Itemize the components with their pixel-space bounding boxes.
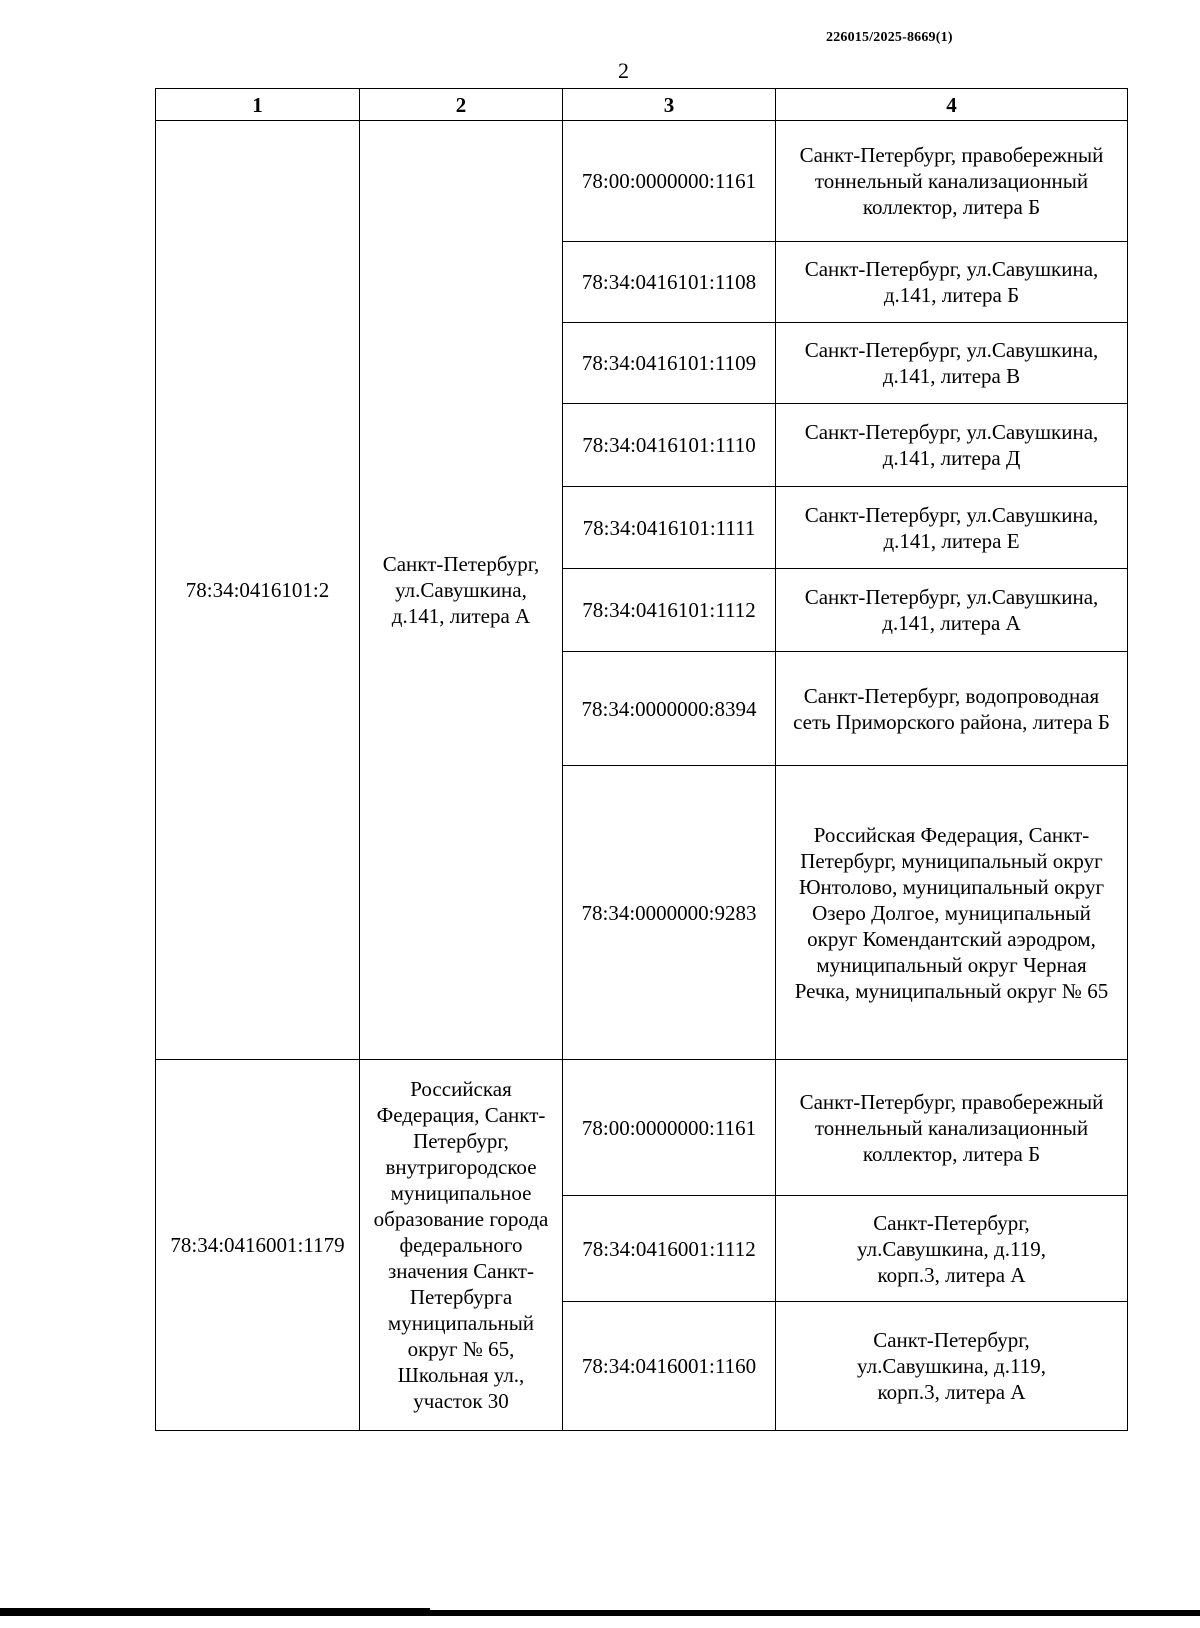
object-address-cell: Санкт-Петербург, правобережный тоннельный канализационный коллектор, литера Б: [776, 121, 1128, 242]
cadastral-number-cell: 78:00:0000000:1161: [563, 121, 776, 242]
object-address-cell: Санкт-Петербург, правобережный тоннельный канализационный коллектор, литера Б: [776, 1060, 1128, 1196]
column-header-4: 4: [776, 89, 1128, 121]
cadastral-number-cell: 78:00:0000000:1161: [563, 1060, 776, 1196]
page-number: 2: [618, 58, 629, 83]
table-row: [156, 1060, 1128, 1196]
object-address-cell: Санкт-Петербург, ул.Савушкина, д.141, литера А: [776, 569, 1128, 652]
cadastral-number-cell: 78:34:0416101:1112: [563, 569, 776, 652]
column-header-2: 2: [360, 89, 563, 121]
parcel-address-cell: Санкт-Петербург, ул.Савушкина, д.141, литера А: [360, 121, 563, 1060]
object-address-cell: Российская Федерация, Санкт-Петербург, муниципальный округ Юнтолово, муниципальный округ Озеро Долгое, муниципальный округ Комендантский аэродром, муниципальный округ Черная Речка, муниципальный округ № 65: [776, 766, 1128, 1060]
table-header-row: [156, 89, 1128, 121]
cadastral-number-cell: 78:34:0000000:9283: [563, 766, 776, 1060]
cadastral-number-cell: 78:34:0416001:1160: [563, 1302, 776, 1431]
cadastral-number-cell: 78:34:0000000:8394: [563, 652, 776, 766]
parcel-number-cell: 78:34:0416101:2: [156, 121, 360, 1060]
cadastral-number-cell: 78:34:0416101:1108: [563, 242, 776, 323]
parcel-address-cell: Российская Федерация, Санкт-Петербург, внутригородское муниципальное образование города федерального значения Санкт-Петербурга муниципальный округ № 65, Школьная ул., участок 30: [360, 1060, 563, 1431]
object-address-cell: Санкт-Петербург, ул.Савушкина, д.141, литера Е: [776, 487, 1128, 569]
object-address-cell: Санкт-Петербург, ул.Савушкина, д.119, корп.3, литера А: [776, 1196, 1128, 1302]
scan-bottom-border: [0, 1610, 1200, 1616]
object-address-cell: Санкт-Петербург, ул.Савушкина, д.141, литера Б: [776, 242, 1128, 323]
parcel-number-cell: 78:34:0416001:1179: [156, 1060, 360, 1431]
object-address-cell: Санкт-Петербург, водопроводная сеть Приморского района, литера Б: [776, 652, 1128, 766]
object-address-cell: Санкт-Петербург, ул.Савушкина, д.141, литера В: [776, 323, 1128, 404]
cadastral-number-cell: 78:34:0416001:1112: [563, 1196, 776, 1302]
column-header-3: 3: [563, 89, 776, 121]
table-row: [156, 121, 1128, 242]
document-number: 226015/2025-8669(1): [826, 30, 953, 45]
cadastral-number-cell: 78:34:0416101:1109: [563, 323, 776, 404]
cadastral-number-cell: 78:34:0416101:1111: [563, 487, 776, 569]
cadastral-number-cell: 78:34:0416101:1110: [563, 404, 776, 487]
data-table: [155, 88, 1128, 1431]
object-address-cell: Санкт-Петербург, ул.Савушкина, д.141, литера Д: [776, 404, 1128, 487]
column-header-1: 1: [156, 89, 360, 121]
object-address-cell: Санкт-Петербург, ул.Савушкина, д.119, корп.3, литера А: [776, 1302, 1128, 1431]
